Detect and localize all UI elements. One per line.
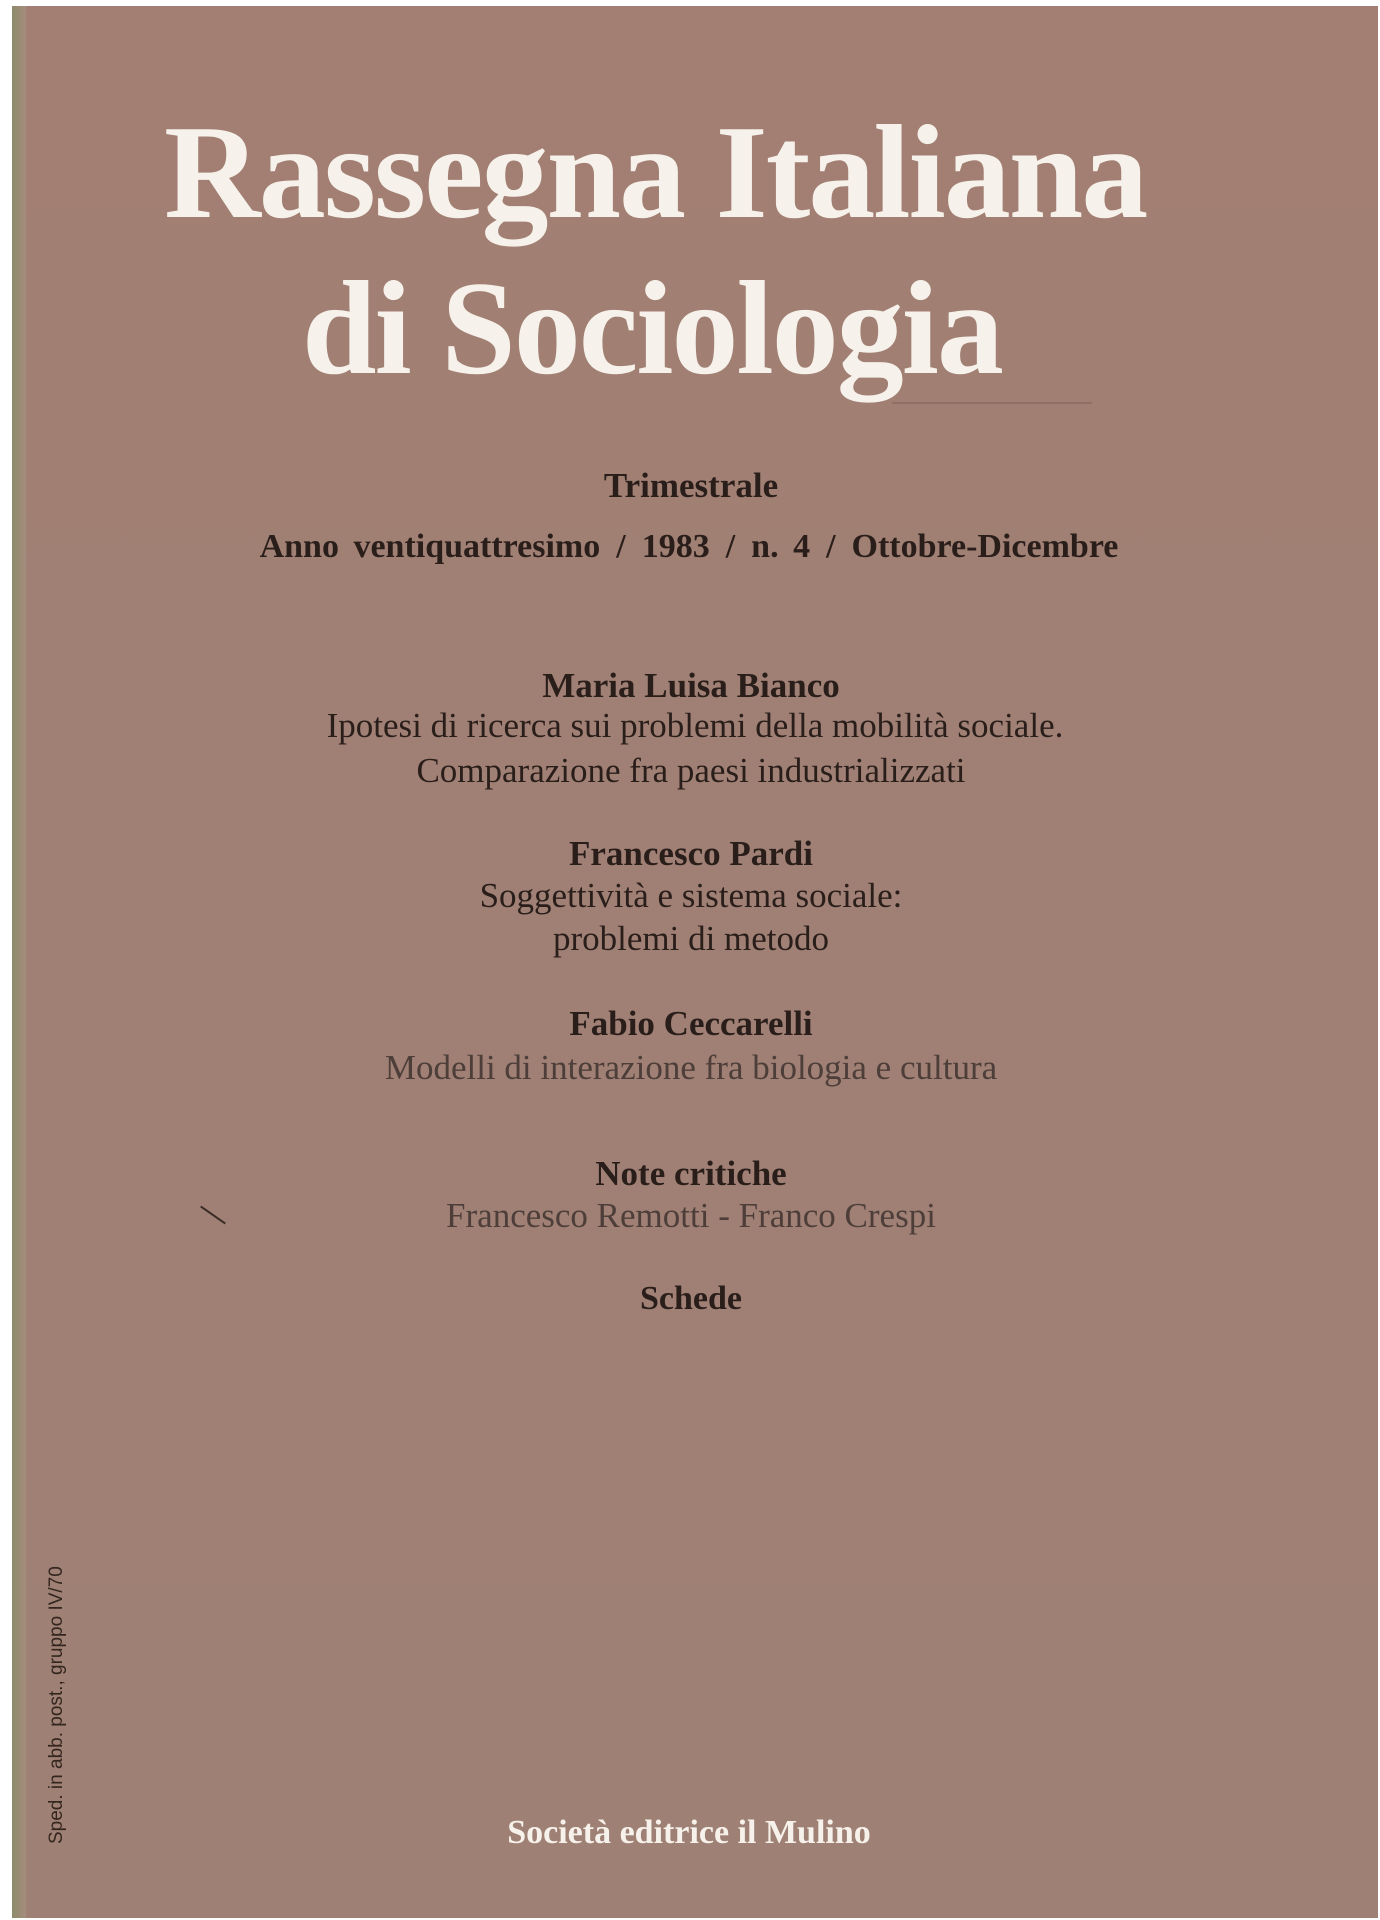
cover-spine-edge bbox=[12, 6, 26, 1918]
issue-separator: / bbox=[616, 528, 626, 565]
decorative-rule bbox=[892, 402, 1092, 404]
periodicity: Trimestrale bbox=[603, 466, 779, 505]
journal-title-line-2: di Sociologia bbox=[302, 254, 1002, 402]
notes-authors: Francesco Remotti - Franco Crespi bbox=[446, 1196, 936, 1235]
notes-heading: Note critiche bbox=[595, 1154, 787, 1193]
issue-line bbox=[12, 528, 1372, 566]
article-title-line: Ipotesi di ricerca sui problemi della mobilità sociale. bbox=[326, 706, 1064, 745]
issue-separator: / bbox=[725, 528, 736, 565]
article-title-line: Comparazione fra paesi industrializzati bbox=[416, 751, 966, 790]
issue-months: Ottobre-Dicembre bbox=[851, 528, 1119, 565]
issue-year-label: Anno ventiquattresimo bbox=[259, 528, 601, 565]
article-title-line: Soggettività e sistema sociale: bbox=[479, 876, 903, 915]
article-author: Fabio Ceccarelli bbox=[569, 1004, 813, 1043]
schede-heading: Schede bbox=[640, 1280, 742, 1317]
publisher: Società editrice il Mulino bbox=[507, 1814, 871, 1851]
article-author: Francesco Pardi bbox=[569, 834, 813, 873]
issue-separator: / bbox=[826, 528, 836, 565]
issue-year: 1983 bbox=[641, 528, 710, 565]
issue-number: n. 4 bbox=[751, 528, 811, 565]
journal-title-line-1: Rassegna Italiana bbox=[164, 98, 1147, 246]
article-title-line: problemi di metodo bbox=[552, 919, 830, 958]
article-title-line: Modelli di interazione fra biologia e cultura bbox=[384, 1048, 998, 1087]
article-author: Maria Luisa Bianco bbox=[542, 666, 840, 705]
postal-notice: Sped. in abb. post., gruppo IV/70 bbox=[46, 1566, 67, 1844]
journal-cover bbox=[12, 6, 1378, 1918]
